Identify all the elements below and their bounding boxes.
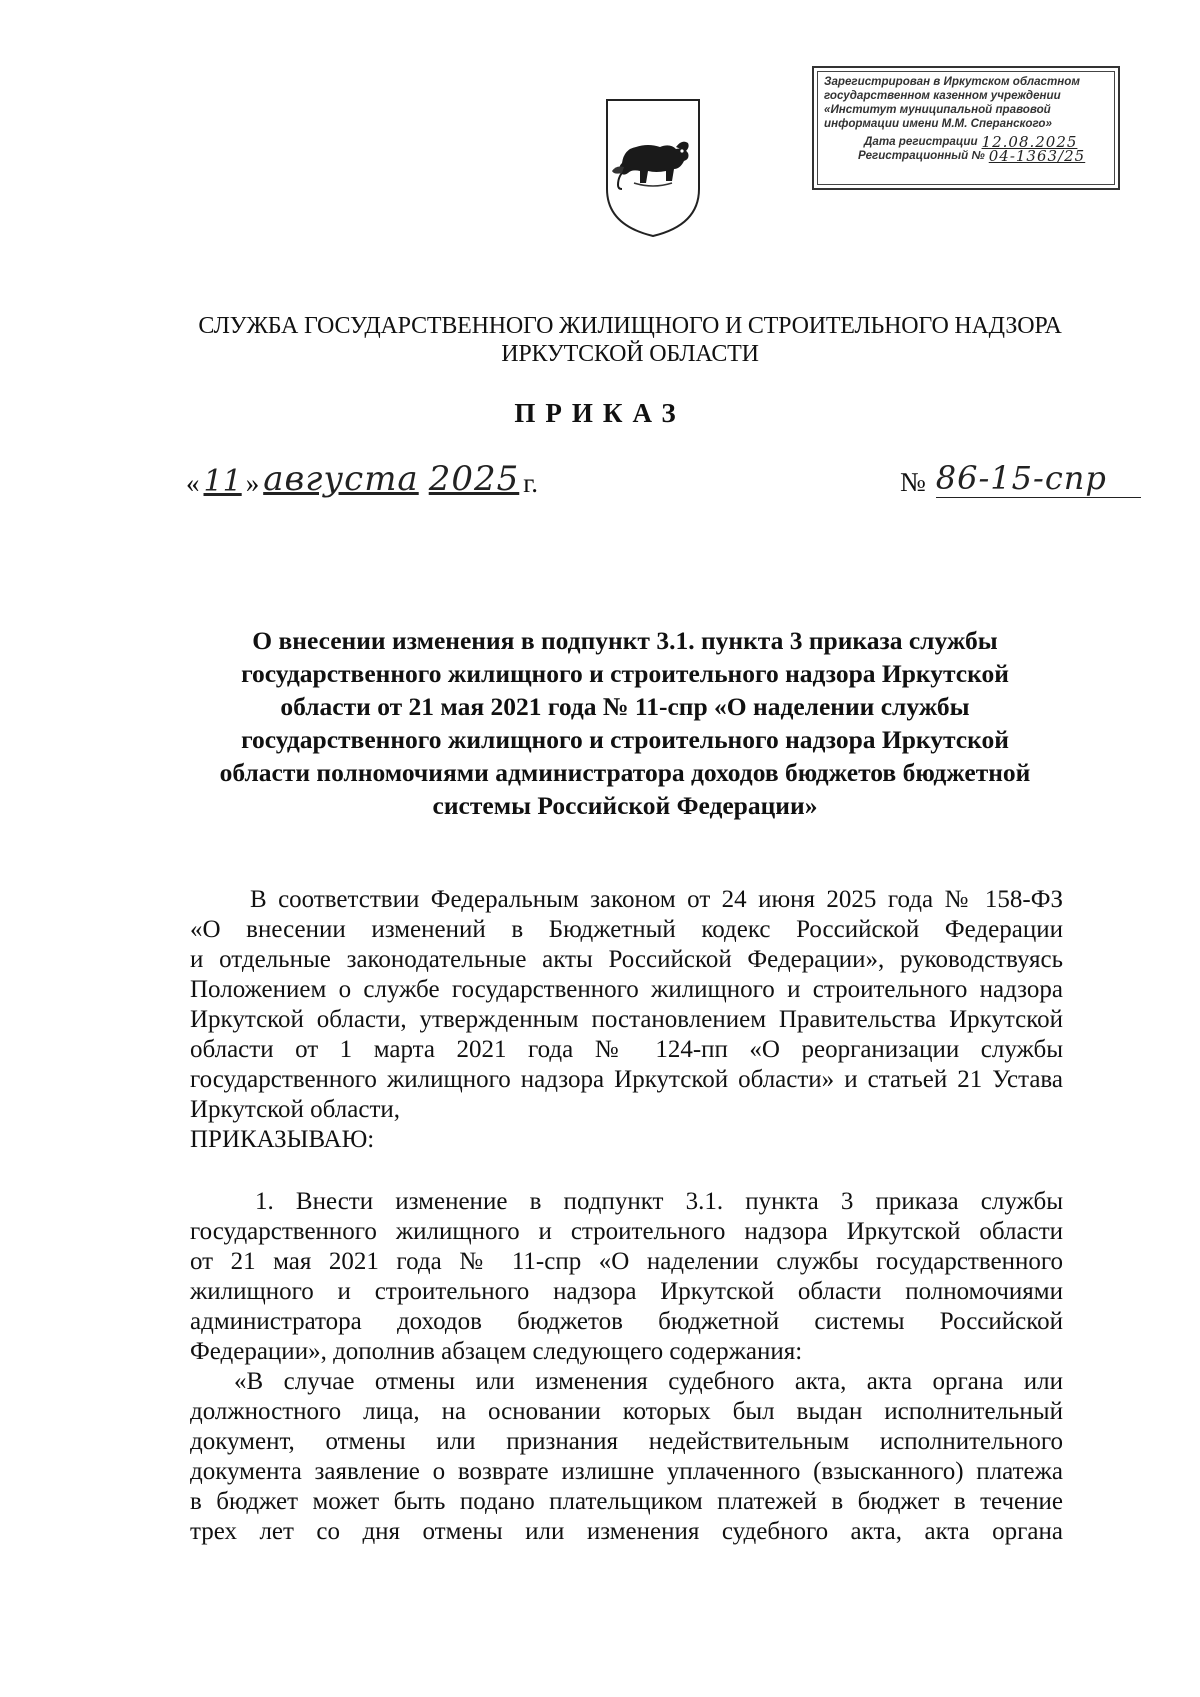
- preamble-line: области от 1 марта 2021 года № 124-пп «О реорганизации службы: [190, 1036, 1063, 1063]
- preamble-line: Иркутской области,: [190, 1096, 400, 1123]
- preamble-line: Иркутской области, утвержденным постановлением Правительства Иркутской: [190, 1006, 1063, 1033]
- quote-line: в бюджет может быть подано плательщиком платежей в бюджет в течение: [190, 1488, 1063, 1515]
- preamble-line: «О внесении изменений в Бюджетный кодекс Российской Федерации: [190, 916, 1063, 943]
- stamp-line: государственном казенном учреждении: [824, 89, 1061, 102]
- item-line: жилищного и строительного надзора Иркутской области полномочиями: [190, 1278, 1063, 1305]
- item-line: администратора доходов бюджетов бюджетной системы Российской: [190, 1308, 1063, 1335]
- date-year: 2025: [428, 459, 520, 499]
- order-heading: [180, 624, 1070, 822]
- heading-line: системы Российской Федерации»: [432, 791, 818, 820]
- heading-line: области полномочиями администратора доходов бюджетов бюджетной: [219, 758, 1031, 787]
- document-title: ПРИКАЗ: [514, 398, 686, 428]
- preamble-line: и отдельные законодательные акты Российской Федерации», руководствуясь: [190, 946, 1063, 973]
- registration-stamp: [812, 66, 1120, 190]
- coat-of-arms-icon: [604, 97, 702, 239]
- date-open-quote: «: [186, 468, 200, 498]
- quote-line: «В случае отмены или изменения судебного акта, акта органа или: [234, 1368, 1063, 1395]
- order-date: [186, 459, 538, 499]
- stamp-reg-row: [824, 149, 1108, 163]
- heading-line: государственного жилищного и строительного надзора Иркутской: [241, 659, 1009, 688]
- stamp-line: информации имени М.М. Сперанского»: [824, 117, 1052, 130]
- heading-line: государственного жилищного и строительного надзора Иркутской: [241, 725, 1009, 754]
- organization-line: СЛУЖБА ГОСУДАРСТВЕННОГО ЖИЛИЩНОГО И СТРОИТЕЛЬНОГО НАДЗОРА: [198, 313, 1062, 339]
- date-suffix: г.: [523, 468, 539, 498]
- quote-line: должностного лица, на основании которых был выдан исполнительный: [190, 1398, 1063, 1425]
- date-day: 11: [203, 464, 242, 499]
- organization-line: ИРКУТСКОЙ ОБЛАСТИ: [501, 341, 759, 367]
- order-body: [190, 885, 1063, 1547]
- number-label: №: [900, 467, 926, 497]
- item-line: от 21 мая 2021 года № 11-спр «О наделении службы государственного: [190, 1248, 1063, 1275]
- stamp-line: Зарегистрирован в Иркутском областном: [824, 75, 1080, 88]
- stamp-reg-label: Регистрационный №: [858, 149, 985, 162]
- preamble-line: Положением о службе государственного жилищного и строительного надзора: [190, 976, 1063, 1003]
- stamp-date-label: Дата регистрации: [864, 135, 978, 148]
- number-value: 86-15-спр: [936, 459, 1141, 498]
- item-line: Федерации», дополнив абзацем следующего содержания:: [190, 1338, 803, 1365]
- stamp-date-value: 12.08.2025: [981, 133, 1078, 151]
- stamp-line: «Институт муниципальной правовой: [824, 103, 1051, 116]
- order-word: ПРИКАЗЫВАЮ:: [190, 1126, 375, 1153]
- date-month: августа: [263, 459, 419, 499]
- heading-line: О внесении изменения в подпункт 3.1. пункта 3 приказа службы: [252, 626, 998, 655]
- quote-line: документа заявление о возврате излишне уплаченного (взысканного) платежа: [190, 1458, 1063, 1485]
- quote-line: документ, отмены или признания недействительным исполнительного: [190, 1428, 1063, 1455]
- quote-line: трех лет со дня отмены или изменения судебного акта, акта органа: [190, 1518, 1063, 1545]
- date-close-quote: »: [245, 468, 260, 498]
- preamble-line: В соответствии Федеральным законом от 24 июня 2025 года № 158-ФЗ: [250, 886, 1063, 913]
- item-line: 1. Внести изменение в подпункт 3.1. пункта 3 приказа службы: [255, 1188, 1063, 1215]
- heading-line: области от 21 мая 2021 года № 11-спр «О наделении службы: [280, 692, 970, 721]
- stamp-reg-value: 04-1363/25: [988, 147, 1086, 165]
- organization-name: [120, 312, 1140, 368]
- preamble-line: государственного жилищного надзора Иркутской области» и статьей 21 Устава: [190, 1066, 1063, 1093]
- order-number: [900, 459, 1141, 498]
- item-line: государственного жилищного и строительного надзора Иркутской области: [190, 1218, 1063, 1245]
